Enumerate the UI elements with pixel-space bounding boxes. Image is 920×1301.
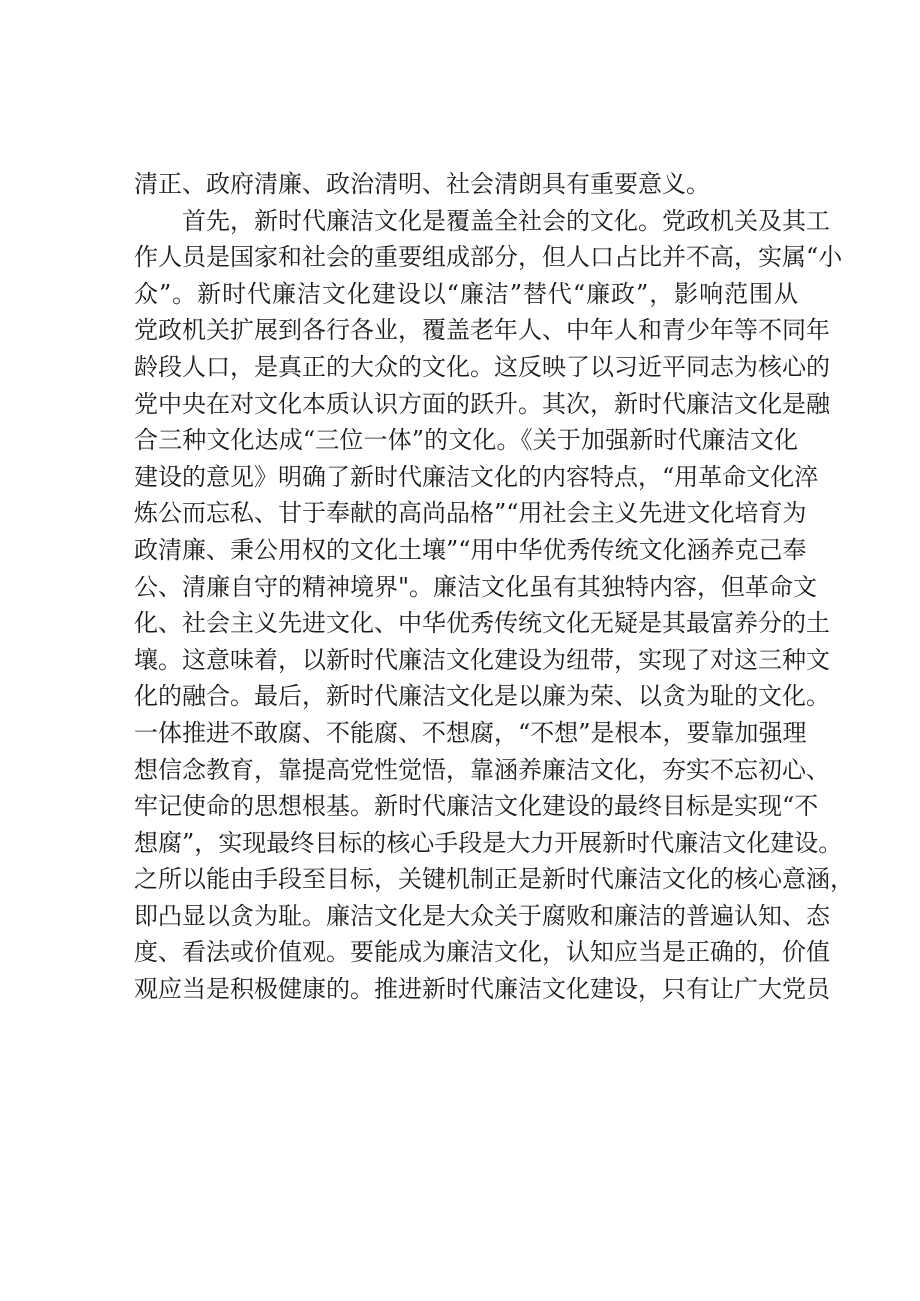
text-line: 首先，新时代廉洁文化是覆盖全社会的文化。党政机关及其工 — [182, 206, 830, 235]
text-line: 想信念教育，靠提高党性觉悟，靠涵养廉洁文化，夯实不忘初心、 — [134, 755, 830, 784]
text-line: 牢记使命的思想根基。新时代廉洁文化建设的最终目标是实现“不 — [134, 792, 819, 821]
text-line: 建设的意见》明确了新时代廉洁文化的内容特点，“用革命文化淬 — [134, 462, 819, 491]
text-line: 党政机关扩展到各行各业，覆盖老年人、中年人和青少年等不同年 — [134, 316, 830, 345]
document-body — [134, 166, 854, 1008]
text-line: 壤。这意味着，以新时代廉洁文化建设为纽带，实现了对这三种文 — [134, 645, 830, 674]
text-line: 炼公而忘私、甘于奉献的高尚品格”“用社会主义先进文化培育为 — [134, 499, 807, 528]
text-line: 化的融合。最后，新时代廉洁文化是以廉为荣、以贪为耻的文化。 — [134, 682, 830, 711]
text-line: 龄段人口，是真正的大众的文化。这反映了以习近平同志为核心的 — [134, 352, 830, 381]
text-line: 度、看法或价值观。要能成为廉洁文化，认知应当是正确的，价值 — [134, 938, 830, 967]
text-line: 想腐”，实现最终目标的核心手段是大力开展新时代廉洁文化建设。 — [134, 828, 843, 857]
text-line: 即凸显以贪为耻。廉洁文化是大众关于腐败和廉洁的普遍认知、态 — [134, 901, 830, 930]
text-line: 清正、政府清廉、政治清明、社会清朗具有重要意义。 — [134, 170, 710, 198]
text-line: 之所以能由手段至目标，关键机制正是新时代廉洁文化的核心意涵， — [134, 865, 854, 894]
text-line: 众”。新时代廉洁文化建设以“廉洁”替代“廉政”，影响范围从 — [134, 279, 798, 308]
text-line: 化、社会主义先进文化、中华优秀传统文化无疑是其最富养分的土 — [134, 609, 830, 638]
text-line: 政清廉、秉公用权的文化土壤”“用中华优秀传统文化涵养克己奉 — [134, 535, 807, 564]
text-line: 党中央在对文化本质认识方面的跃升。其次，新时代廉洁文化是融 — [134, 389, 830, 418]
text-line: 作人员是国家和社会的重要组成部分，但人口占比并不高，实属“小 — [134, 243, 843, 272]
text-line: 公、清廉自守的精神境界"。廉洁文化虽有其独特内容，但革命文 — [134, 572, 818, 601]
text-line: 观应当是积极健康的。推进新时代廉洁文化建设，只有让广大党员 — [134, 975, 830, 1004]
text-line: 一体推进不敢腐、不能腐、不想腐，“不想”是根本，要靠加强理 — [134, 718, 807, 747]
text-line: 合三种文化达成“三位一体”的文化。《关于加强新时代廉洁文化 — [134, 426, 798, 455]
